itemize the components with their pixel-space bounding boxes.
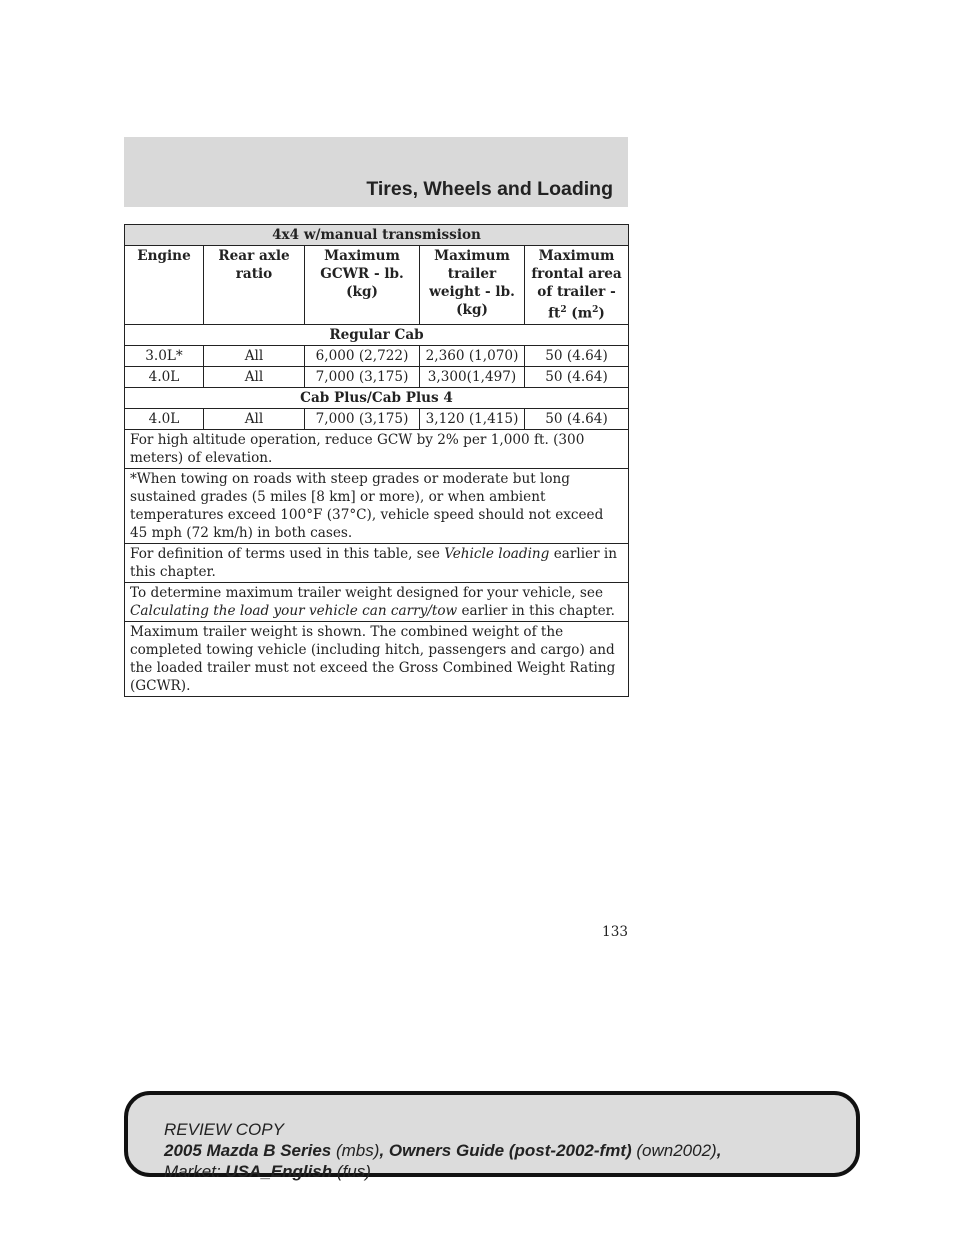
cell-engine: 3.0L* [125,345,204,366]
table-header-row [125,246,629,325]
cell-axle: All [204,345,305,366]
cell-trailer: 3,300(1,497) [420,366,525,387]
note-max-weight: Maximum trailer weight is shown. The combined weight of the completed towing vehicle (including hitch, passengers and cargo) and the loaded trailer must not exceed the Gross Combined Weight Rating (GCWR). [125,621,629,696]
cell-trailer: 3,120 (1,415) [420,408,525,429]
towing-table [124,224,629,697]
page-number: 133 [602,924,628,940]
col-gcwr: Maximum GCWR - lb. (kg) [305,246,420,325]
cell-gcwr: 7,000 (3,175) [305,408,420,429]
cell-axle: All [204,366,305,387]
table-row [125,408,629,429]
note-definition: For definition of terms used in this table, see Vehicle loading earlier in this chapter. [125,543,629,582]
col-trailer-weight: Maximum trailer weight - lb. (kg) [420,246,525,325]
table-row [125,345,629,366]
note-towing-grades: *When towing on roads with steep grades or moderate but long sustained grades (5 miles [8 km] or more), or when ambient temperatures exceed 100°F (37°C), vehicle speed should not exceed 45 mph (72 km/h) in both cases. [125,468,629,543]
table-title: 4x4 w/manual transmission [125,225,629,246]
footer-model-line: 2005 Mazda B Series (mbs), Owners Guide (post-2002-fmt) (own2002), [164,1141,722,1160]
group-regular-cab: Regular Cab [125,324,629,345]
calculating-load-reference: Calculating the load your vehicle can carry/tow [130,602,458,619]
cell-gcwr: 6,000 (2,722) [305,345,420,366]
table-row [125,366,629,387]
cell-gcwr: 7,000 (3,175) [305,366,420,387]
review-copy-label: REVIEW COPY [164,1120,284,1139]
cell-engine: 4.0L [125,408,204,429]
group-cab-plus: Cab Plus/Cab Plus 4 [125,387,629,408]
col-engine: Engine [125,246,204,325]
note-determine-weight: To determine maximum trailer weight designed for your vehicle, see Calculating the load your vehicle can carry/tow earlier in this chapter. [125,582,629,621]
col-frontal-area: Maximum frontal area of trailer - $ft^2$ $(m^2)$ [525,246,629,325]
section-header-band [124,137,628,207]
cell-trailer: 2,360 (1,070) [420,345,525,366]
vehicle-loading-reference: Vehicle loading [444,545,550,562]
cell-axle: All [204,408,305,429]
section-title: Tires, Wheels and Loading [366,178,613,200]
review-footer [124,1091,860,1181]
cell-area: 50 (4.64) [525,366,629,387]
cell-engine: 4.0L [125,366,204,387]
cell-area: 50 (4.64) [525,408,629,429]
cell-area: 50 (4.64) [525,345,629,366]
footer-market-line: Market: USA_English (fus) [164,1162,371,1181]
note-altitude: For high altitude operation, reduce GCW by 2% per 1,000 ft. (300 meters) of elevation. [125,429,629,468]
col-rear-axle: Rear axle ratio [204,246,305,325]
